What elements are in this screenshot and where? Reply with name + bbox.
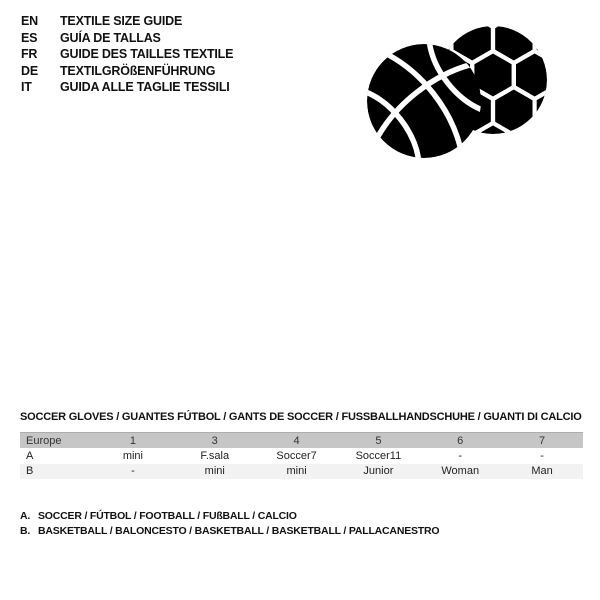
footnote-b	[20, 524, 439, 540]
table-cell: F.sala	[174, 448, 256, 464]
language-row-it	[21, 79, 233, 96]
header-cell-size: 3	[174, 433, 256, 449]
size-table-header-row	[20, 433, 583, 449]
language-label: GUIDA ALLE TAGLIE TESSILI	[60, 80, 230, 95]
header-cell-size: 4	[256, 433, 338, 449]
header-cell-region: Europe	[20, 433, 92, 449]
row-label: B	[20, 464, 92, 480]
language-code: EN	[21, 14, 38, 29]
size-table-title: SOCCER GLOVES / GUANTES FÚTBOL / GANTS DE SOCCER / FUSSBALLHANDSCHUHE / GUANTI DI CALCIO	[20, 411, 582, 423]
footnote-label: A.	[20, 509, 31, 522]
footnote-text: BASKETBALL / BALONCESTO / BASKETBALL / BASKETBALL / PALLACANESTRO	[38, 525, 440, 538]
language-label: TEXTILGRÖßENFÜHRUNG	[60, 63, 216, 78]
footnote-text: SOCCER / FÚTBOL / FOOTBALL / FUßBALL / CALCIO	[38, 509, 297, 522]
balls-graphic	[355, 3, 575, 183]
table-cell: mini	[92, 448, 174, 464]
row-label: A	[20, 448, 92, 464]
header-cell-size: 6	[419, 433, 501, 449]
header-cell-size: 7	[501, 433, 583, 449]
footnotes	[20, 508, 439, 539]
table-row-b	[20, 464, 583, 480]
table-cell: Woman	[419, 464, 501, 480]
language-list	[21, 13, 233, 96]
table-cell: mini	[174, 464, 256, 480]
footnote-a	[20, 508, 439, 524]
language-row-de	[21, 63, 233, 80]
language-label: GUÍA DE TALLAS	[60, 30, 161, 45]
language-code: DE	[21, 63, 38, 78]
table-cell: -	[419, 448, 501, 464]
header-cell-size: 1	[92, 433, 174, 449]
language-code: IT	[21, 80, 32, 95]
table-cell: -	[92, 464, 174, 480]
language-row-fr	[21, 46, 233, 63]
table-cell: -	[501, 448, 583, 464]
table-cell: Soccer7	[256, 448, 338, 464]
table-cell: mini	[256, 464, 338, 480]
language-row-es	[21, 30, 233, 47]
language-label: GUIDE DES TAILLES TEXTILE	[60, 47, 234, 62]
language-row-en	[21, 13, 233, 30]
language-code: FR	[21, 47, 38, 62]
table-cell: Man	[501, 464, 583, 480]
table-cell: Junior	[337, 464, 419, 480]
table-row-a	[20, 448, 583, 464]
footnote-label: B.	[20, 525, 31, 538]
size-table	[20, 432, 583, 479]
table-cell: Soccer11	[337, 448, 419, 464]
language-code: ES	[21, 30, 38, 45]
language-label: TEXTILE SIZE GUIDE	[60, 14, 183, 29]
header-cell-size: 5	[337, 433, 419, 449]
